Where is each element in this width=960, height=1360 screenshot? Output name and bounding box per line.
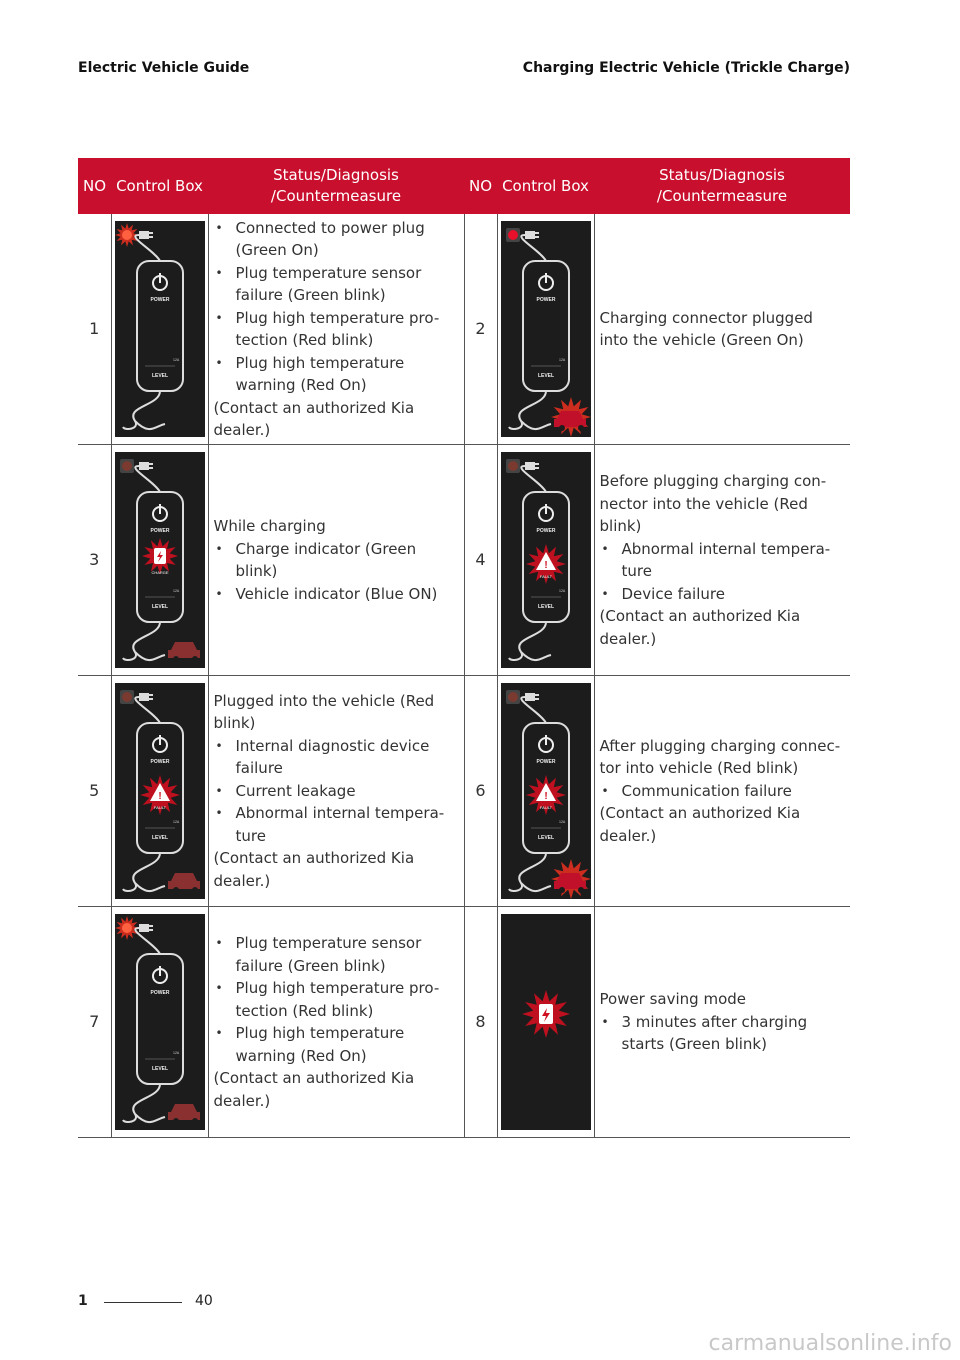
status-bullets bbox=[214, 932, 458, 1067]
footer-divider bbox=[104, 1302, 182, 1303]
svg-text:FAULT: FAULT bbox=[153, 805, 166, 810]
control-box-panel bbox=[501, 221, 591, 437]
svg-text:LEVEL: LEVEL bbox=[151, 1066, 168, 1072]
status-cell bbox=[208, 676, 464, 907]
col-status-line2: /Countermeasure bbox=[270, 187, 402, 205]
status-bullets bbox=[600, 538, 845, 606]
col-status bbox=[208, 158, 464, 214]
control-box-image bbox=[497, 907, 594, 1138]
svg-text:!: ! bbox=[543, 560, 548, 571]
svg-text:12A: 12A bbox=[172, 589, 179, 593]
row-number: 6 bbox=[464, 676, 497, 907]
svg-text:POWER: POWER bbox=[536, 297, 555, 303]
contact-note: (Contact an authorized Kia dealer.) bbox=[213, 398, 415, 439]
table-row bbox=[78, 907, 850, 1138]
bullet-item: • Connected to power plug (Green On) bbox=[214, 217, 458, 262]
table-row bbox=[78, 445, 850, 676]
control-box-panel bbox=[501, 683, 591, 899]
contact-note: (Contact an authorized Kia dealer.) bbox=[213, 849, 415, 890]
svg-text:CHARGE: CHARGE bbox=[150, 570, 169, 575]
control-box-image bbox=[497, 445, 594, 676]
row-number: 1 bbox=[78, 214, 111, 445]
status-line: While charging bbox=[213, 517, 326, 535]
col-control-box: Control Box bbox=[111, 158, 208, 214]
svg-text:FAULT: FAULT bbox=[539, 574, 552, 579]
row-number: 7 bbox=[78, 907, 111, 1138]
svg-text:12A: 12A bbox=[558, 589, 565, 593]
svg-text:!: ! bbox=[157, 791, 162, 802]
bullet-item: • Plug high temperature pro-tection (Red blink) bbox=[214, 977, 458, 1022]
control-box-panel bbox=[501, 452, 591, 668]
status-bullets bbox=[214, 735, 458, 848]
svg-text:12A: 12A bbox=[172, 358, 179, 362]
row-number: 5 bbox=[78, 676, 111, 907]
svg-text:12A: 12A bbox=[558, 358, 565, 362]
contact-note: (Contact an authorized Kia dealer.) bbox=[213, 1069, 415, 1110]
status-bullets bbox=[600, 780, 845, 803]
chapter-number: 1 bbox=[78, 1293, 88, 1309]
col-status-line1: Status/Diagnosis bbox=[659, 166, 785, 184]
bullet-item: • Device failure bbox=[600, 583, 845, 606]
bullet-item: • Charge indicator (Green blink) bbox=[214, 538, 458, 583]
svg-text:12A: 12A bbox=[172, 1051, 179, 1055]
svg-text:LEVEL: LEVEL bbox=[537, 835, 554, 841]
svg-text:LEVEL: LEVEL bbox=[537, 373, 554, 379]
svg-text:LEVEL: LEVEL bbox=[151, 604, 168, 610]
col-no: NO bbox=[464, 158, 497, 214]
svg-text:LEVEL: LEVEL bbox=[537, 604, 554, 610]
bullet-item: • Vehicle indicator (Blue ON) bbox=[214, 583, 458, 606]
status-cell bbox=[594, 676, 850, 907]
col-control-box: Control Box bbox=[497, 158, 594, 214]
bullet-item: • Current leakage bbox=[214, 780, 458, 803]
bullet-item: • Plug high temperature warning (Red On) bbox=[214, 352, 458, 397]
control-box-panel bbox=[115, 914, 205, 1130]
bullet-item: • Plug high temperature pro-tection (Red blink) bbox=[214, 307, 458, 352]
row-number: 3 bbox=[78, 445, 111, 676]
status-line: After plugging charging connec-tor into vehicle (Red blink) bbox=[599, 736, 841, 778]
table-header-row bbox=[78, 158, 850, 214]
contact-note: (Contact an authorized Kia dealer.) bbox=[599, 804, 801, 845]
control-box-panel bbox=[115, 452, 205, 668]
svg-text:POWER: POWER bbox=[150, 990, 169, 996]
bullet-item: • Communication failure bbox=[600, 780, 845, 803]
bullet-item: • Plug temperature sensor failure (Green blink) bbox=[214, 262, 458, 307]
status-cell bbox=[594, 214, 850, 445]
svg-text:POWER: POWER bbox=[536, 759, 555, 765]
control-box-image bbox=[111, 907, 208, 1138]
svg-text:12A: 12A bbox=[558, 820, 565, 824]
svg-text:!: ! bbox=[543, 791, 548, 802]
row-number: 2 bbox=[464, 214, 497, 445]
status-bullets bbox=[214, 217, 458, 397]
status-line: Charging connector plugged into the vehicle (Green On) bbox=[599, 308, 813, 349]
control-box-image bbox=[497, 676, 594, 907]
control-box-image bbox=[111, 445, 208, 676]
table-row bbox=[78, 676, 850, 907]
col-no: NO bbox=[78, 158, 111, 214]
status-table bbox=[78, 158, 850, 1138]
control-box-panel bbox=[115, 221, 205, 437]
svg-text:LEVEL: LEVEL bbox=[151, 835, 168, 841]
section-title: Charging Electric Vehicle (Trickle Charge) bbox=[522, 60, 850, 76]
status-cell bbox=[208, 907, 464, 1138]
table-row bbox=[78, 214, 850, 445]
contact-note: (Contact an authorized Kia dealer.) bbox=[599, 607, 801, 648]
bullet-item: • Abnormal internal tempera-ture bbox=[214, 802, 458, 847]
status-line: Before plugging charging con-nector into the vehicle (Red blink) bbox=[599, 472, 827, 535]
svg-text:LEVEL: LEVEL bbox=[151, 373, 168, 379]
status-line: Plugged into the vehicle (Red blink) bbox=[213, 691, 435, 733]
bullet-item: • 3 minutes after charging starts (Green blink) bbox=[600, 1011, 845, 1056]
status-cell bbox=[594, 445, 850, 676]
status-line: Power saving mode bbox=[599, 990, 747, 1009]
bullet-item: • Internal diagnostic device failure bbox=[214, 735, 458, 780]
control-box-image bbox=[497, 214, 594, 445]
svg-text:POWER: POWER bbox=[536, 528, 555, 534]
control-box-panel bbox=[115, 683, 205, 899]
control-box-image bbox=[111, 214, 208, 445]
row-number: 4 bbox=[464, 445, 497, 676]
status-bullets bbox=[600, 1011, 845, 1056]
col-status-line2: /Countermeasure bbox=[656, 187, 788, 205]
svg-text:12A: 12A bbox=[172, 820, 179, 824]
svg-text:POWER: POWER bbox=[150, 297, 169, 303]
svg-text:POWER: POWER bbox=[150, 528, 169, 534]
control-box-panel bbox=[501, 914, 591, 1130]
page-number: 40 bbox=[195, 1293, 213, 1309]
status-cell bbox=[208, 214, 464, 445]
status-cell bbox=[208, 445, 464, 676]
col-status bbox=[594, 158, 850, 214]
watermark: carmanualsonline.info bbox=[708, 1331, 952, 1356]
bullet-item: • Abnormal internal tempera-ture bbox=[600, 538, 845, 583]
col-status-line1: Status/Diagnosis bbox=[273, 166, 399, 184]
row-number: 8 bbox=[464, 907, 497, 1138]
status-bullets bbox=[214, 538, 458, 606]
svg-text:POWER: POWER bbox=[150, 759, 169, 765]
svg-text:FAULT: FAULT bbox=[539, 805, 552, 810]
bullet-item: • Plug high temperature warning (Red On) bbox=[214, 1022, 458, 1067]
bullet-item: • Plug temperature sensor failure (Green blink) bbox=[214, 932, 458, 977]
control-box-image bbox=[111, 676, 208, 907]
status-cell bbox=[594, 907, 850, 1138]
guide-title: Electric Vehicle Guide bbox=[78, 60, 250, 76]
